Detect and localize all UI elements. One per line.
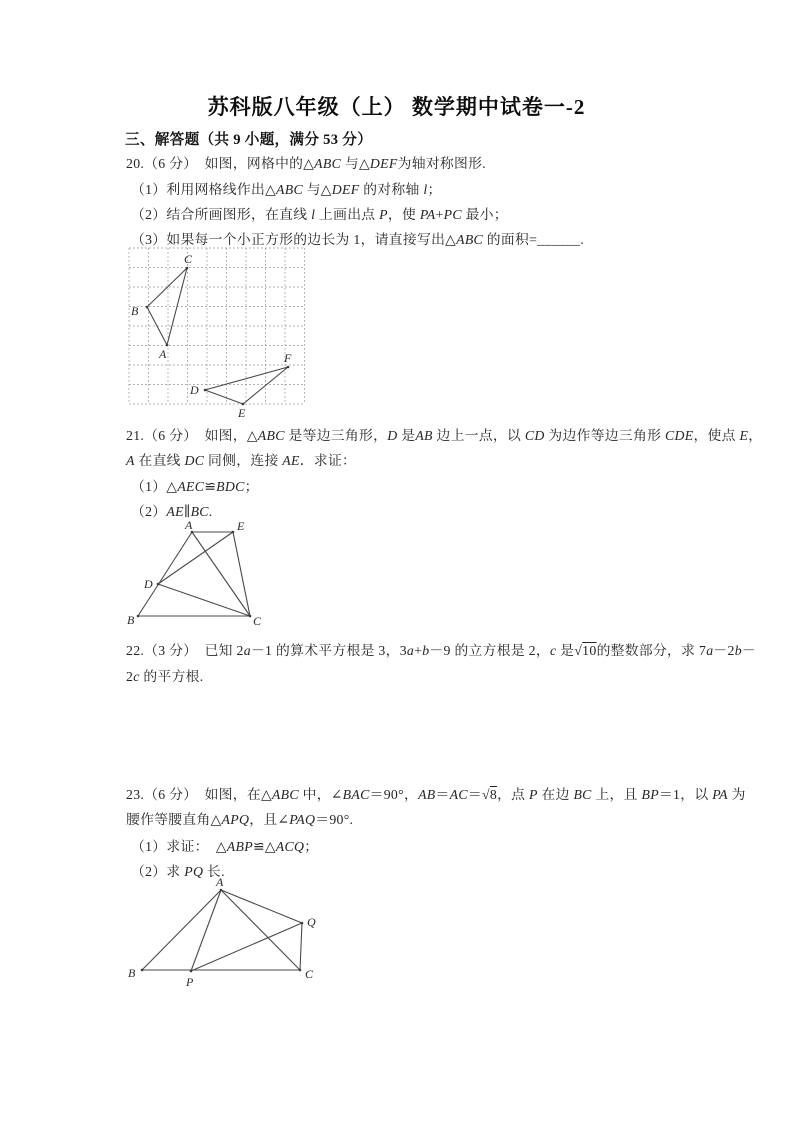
vertex-label-b: B <box>131 304 139 318</box>
vertex-e <box>232 531 235 534</box>
vertex-d <box>157 583 160 586</box>
section-heading: 三、解答题（共 9 小题，满分 53 分） <box>125 132 373 148</box>
vertex-label-q: Q <box>307 915 316 929</box>
q20-grid-figure <box>128 247 308 423</box>
q21-part-1: （1）△AEC≌BDC； <box>131 479 259 494</box>
vertex-label-c: C <box>253 614 262 628</box>
q23-part-2: （2）求 PQ 长. <box>131 864 225 879</box>
q22-stem-line2: 2c 的平方根. <box>126 669 204 684</box>
q22-stem-line1: 22.（3 分） 已知 2a－1 的算术平方根是 3，3a+b－9 的立方根是 2，c 是√10的整数部分，求 7a－2b－ <box>126 643 757 658</box>
vertex-label-a: A <box>185 518 193 532</box>
q21-stem-line2: A 在直线 DC 同侧，连接 AE．求证： <box>126 453 357 468</box>
vertex-label-c: C <box>184 252 193 266</box>
q20-part-3: （3）如果每一个小正方形的边长为 1，请直接写出△ABC 的面积=______. <box>131 232 585 247</box>
vertex-label-b: B <box>128 966 136 980</box>
vertex-label-d: D <box>144 577 153 591</box>
grid-lines <box>129 248 305 404</box>
vertex-label-c: C <box>305 967 314 981</box>
vertex-c <box>299 969 302 972</box>
vertex-label-e: E <box>238 406 246 420</box>
q23-part-1: （1）求证： △ABP≌△ACQ； <box>131 839 319 854</box>
vertex-label-a: A <box>159 347 167 361</box>
vertex-b <box>141 969 144 972</box>
vertex-label-d: D <box>190 383 199 397</box>
q23-triangle-figure <box>127 876 335 994</box>
vertex-a <box>220 889 223 892</box>
vertex-p <box>190 970 193 973</box>
q21-stem-line1: 21.（6 分） 如图，△ABC 是等边三角形，D 是AB 边上一点，以 CD 为边作等边三角形 CDE，使点 E， <box>126 428 763 443</box>
vertex-label-p: P <box>186 975 194 989</box>
vertex-d <box>204 389 207 392</box>
q21-part-2: （2）AE∥BC. <box>131 504 213 519</box>
vertex-f <box>287 366 290 369</box>
vertex-q <box>301 922 304 925</box>
q20-part-2: （2）结合所画图形，在直线 l 上画出点 P，使 PA+PC 最小； <box>131 207 508 222</box>
vertex-label-a: A <box>216 875 224 889</box>
page-title: 苏科版八年级（上） 数学期中试卷一-2 <box>207 95 586 119</box>
vertex-e <box>242 403 245 406</box>
q20-part-1: （1）利用网格线作出△ABC 与△DEF 的对称轴 l； <box>131 182 442 197</box>
q23-stem-line1: 23.（6 分） 如图，在△ABC 中，∠BAC＝90°，AB＝AC＝√8，点 P 在边 BC 上，且 BP＝1，以 PA 为 <box>126 787 746 802</box>
vertex-b <box>146 306 149 309</box>
q23-stem-line2: 腰作等腰直角△APQ，且∠PAQ＝90°. <box>126 812 354 827</box>
vertex-label-f: F <box>284 351 292 365</box>
vertex-c <box>186 267 189 270</box>
vertex-label-e: E <box>237 519 245 533</box>
vertex-c <box>249 615 252 618</box>
vertex-b <box>137 615 140 618</box>
q21-triangle-figure <box>127 517 269 629</box>
q20-stem: 20.（6 分） 如图，网格中的△ABC 与△DEF为轴对称图形. <box>126 156 486 171</box>
vertex-label-b: B <box>127 613 135 627</box>
vertex-a <box>166 344 169 347</box>
triangle-def <box>205 367 288 404</box>
